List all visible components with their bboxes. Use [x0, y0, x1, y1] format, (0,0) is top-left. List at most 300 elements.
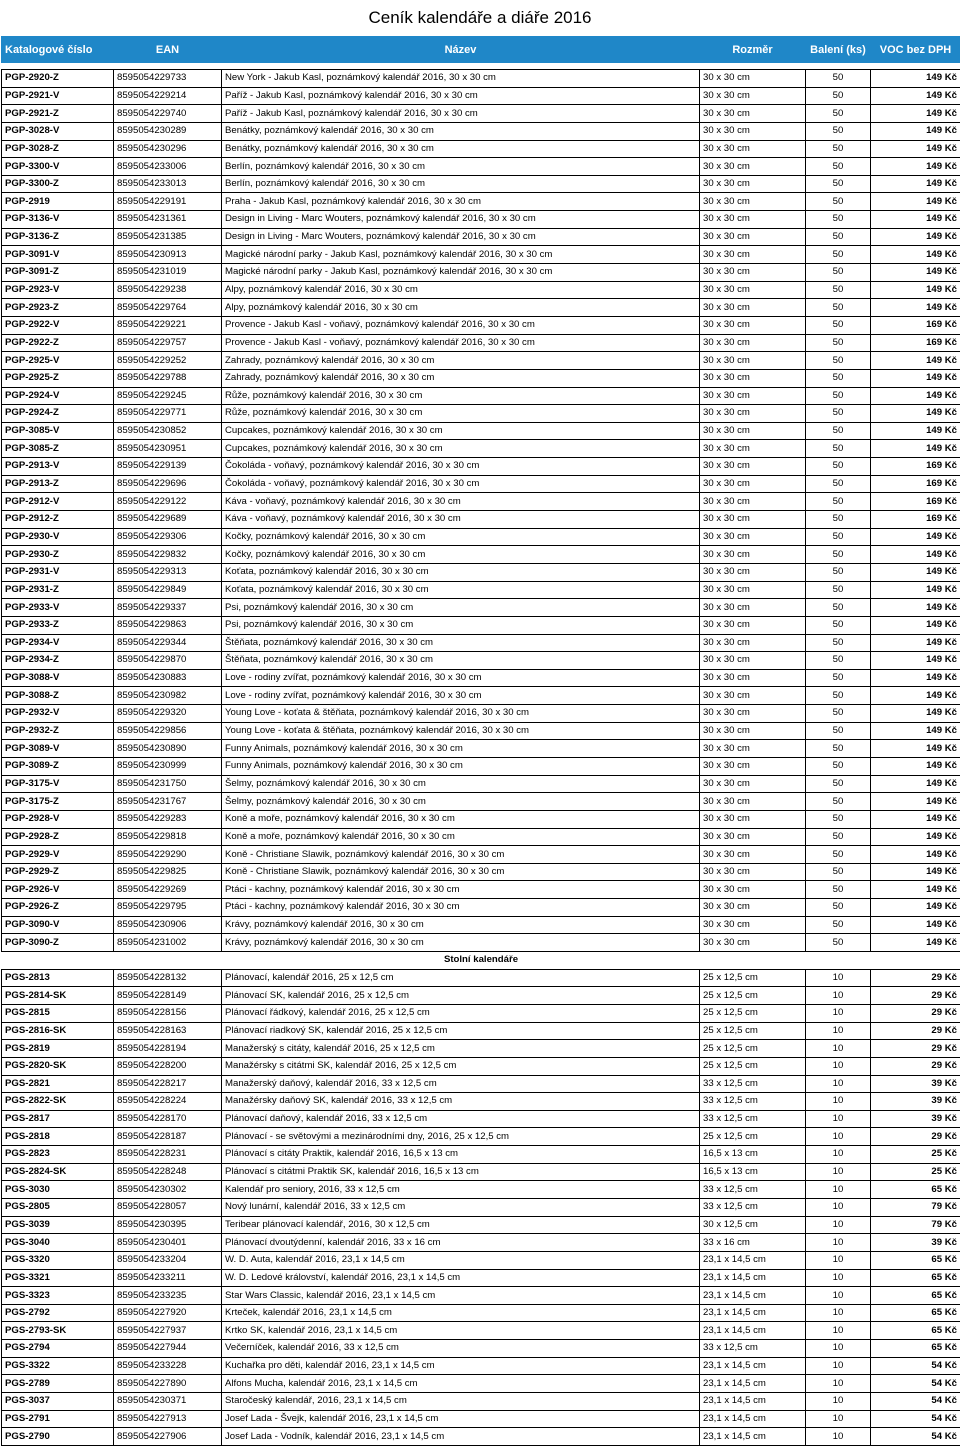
name-cell: Magické národní parky - Jakub Kasl, poznámkový kalendář 2016, 30 x 30 cm: [222, 264, 700, 282]
catalog-cell: PGP-2929-V: [2, 846, 114, 864]
table-row: [2, 1128, 960, 1146]
pack-cell: 50: [806, 705, 871, 723]
table-row: [2, 493, 960, 511]
name-cell: Ptáci - kachny, poznámkový kalendář 2016, 30 x 30 cm: [222, 899, 700, 917]
table-row: [2, 105, 960, 123]
size-cell: 33 x 12,5 cm: [700, 1075, 806, 1093]
pack-cell: 10: [806, 969, 871, 987]
catalog-cell: PGP-3089-Z: [2, 757, 114, 775]
pack-cell: 10: [806, 1304, 871, 1322]
col-header-ean: EAN: [114, 37, 222, 63]
ean-cell: 8595054230913: [114, 246, 222, 264]
table-row: [2, 1357, 960, 1375]
price-cell: 65 Kč: [871, 1269, 960, 1287]
price-cell: 29 Kč: [871, 1022, 960, 1040]
size-cell: 30 x 30 cm: [700, 475, 806, 493]
name-cell: Psi, poznámkový kalendář 2016, 30 x 30 cm: [222, 599, 700, 617]
catalog-cell: PGP-2933-V: [2, 599, 114, 617]
table-row: [2, 916, 960, 934]
price-cell: 149 Kč: [871, 757, 960, 775]
size-cell: 30 x 30 cm: [700, 264, 806, 282]
table-row: [2, 1093, 960, 1111]
table-row: [2, 899, 960, 917]
ean-cell: 8595054228170: [114, 1110, 222, 1128]
ean-cell: 8595054229849: [114, 581, 222, 599]
size-cell: 30 x 30 cm: [700, 705, 806, 723]
table-row: [2, 1410, 960, 1428]
pack-cell: 50: [806, 757, 871, 775]
ean-cell: 8595054230852: [114, 422, 222, 440]
price-cell: 149 Kč: [871, 264, 960, 282]
table-row: [2, 1163, 960, 1181]
price-cell: 149 Kč: [871, 440, 960, 458]
size-cell: 30 x 30 cm: [700, 493, 806, 511]
name-cell: Čokoláda - voňavý, poznámkový kalendář 2016, 30 x 30 cm: [222, 475, 700, 493]
ean-cell: 8595054229863: [114, 616, 222, 634]
table-row: [2, 405, 960, 423]
size-cell: 30 x 30 cm: [700, 440, 806, 458]
name-cell: Kalendář pro seniory, 2016, 33 x 12,5 cm: [222, 1181, 700, 1199]
size-cell: 33 x 12,5 cm: [700, 1181, 806, 1199]
name-cell: Plánovací daňový, kalendář 2016, 33 x 12,5 cm: [222, 1110, 700, 1128]
table-row: [2, 863, 960, 881]
price-cell: 149 Kč: [871, 158, 960, 176]
header-row: [2, 37, 960, 63]
pack-cell: 50: [806, 70, 871, 88]
name-cell: New York - Jakub Kasl, poznámkový kalendář 2016, 30 x 30 cm: [222, 70, 700, 88]
size-cell: 30 x 30 cm: [700, 652, 806, 670]
price-cell: 149 Kč: [871, 581, 960, 599]
size-cell: 30 x 30 cm: [700, 899, 806, 917]
table-row: [2, 158, 960, 176]
table-row: [2, 122, 960, 140]
catalog-cell: PGP-3088-V: [2, 669, 114, 687]
ean-cell: 8595054227920: [114, 1304, 222, 1322]
pack-cell: 50: [806, 581, 871, 599]
name-cell: Young Love - koťata & štěňata, poznámkový kalendář 2016, 30 x 30 cm: [222, 722, 700, 740]
ean-cell: 8595054229757: [114, 334, 222, 352]
price-cell: 149 Kč: [871, 87, 960, 105]
price-cell: 29 Kč: [871, 1057, 960, 1075]
name-cell: Koně - Christiane Slawik, poznámkový kalendář 2016, 30 x 30 cm: [222, 863, 700, 881]
table-row: [2, 1251, 960, 1269]
price-cell: 149 Kč: [871, 193, 960, 211]
catalog-cell: PGS-2818: [2, 1128, 114, 1146]
catalog-cell: PGP-3091-V: [2, 246, 114, 264]
table-row: [2, 246, 960, 264]
ean-cell: 8595054231019: [114, 264, 222, 282]
pack-cell: 10: [806, 1181, 871, 1199]
ean-cell: 8595054230302: [114, 1181, 222, 1199]
catalog-cell: PGS-2814-SK: [2, 987, 114, 1005]
pack-cell: 10: [806, 1216, 871, 1234]
table-row: [2, 1004, 960, 1022]
name-cell: Manažerský daňový, kalendář 2016, 33 x 12,5 cm: [222, 1075, 700, 1093]
catalog-cell: PGS-2823: [2, 1146, 114, 1164]
price-cell: 149 Kč: [871, 899, 960, 917]
price-cell: 169 Kč: [871, 475, 960, 493]
name-cell: Provence - Jakub Kasl - voňavý, poznámkový kalendář 2016, 30 x 30 cm: [222, 316, 700, 334]
price-cell: 149 Kč: [871, 934, 960, 952]
catalog-cell: PGP-2922-Z: [2, 334, 114, 352]
size-cell: 33 x 12,5 cm: [700, 1093, 806, 1111]
ean-cell: 8595054228156: [114, 1004, 222, 1022]
catalog-cell: PGS-2824-SK: [2, 1163, 114, 1181]
ean-cell: 8595054231767: [114, 793, 222, 811]
col-header-size: Rozměr: [700, 37, 806, 63]
catalog-cell: PGP-3091-Z: [2, 264, 114, 282]
catalog-cell: PGP-2920-Z: [2, 70, 114, 88]
name-cell: Love - rodiny zvířat, poznámkový kalendář 2016, 30 x 30 cm: [222, 687, 700, 705]
price-cell: 65 Kč: [871, 1340, 960, 1358]
name-cell: Berlín, poznámkový kalendář 2016, 30 x 30 cm: [222, 175, 700, 193]
pack-cell: 50: [806, 846, 871, 864]
ean-cell: 8595054229221: [114, 316, 222, 334]
size-cell: 30 x 30 cm: [700, 581, 806, 599]
name-cell: Kočky, poznámkový kalendář 2016, 30 x 30 cm: [222, 528, 700, 546]
name-cell: Alpy, poznámkový kalendář 2016, 30 x 30 cm: [222, 299, 700, 317]
size-cell: 30 x 30 cm: [700, 563, 806, 581]
price-cell: 169 Kč: [871, 458, 960, 476]
ean-cell: 8595054230883: [114, 669, 222, 687]
name-cell: Růže, poznámkový kalendář 2016, 30 x 30 cm: [222, 405, 700, 423]
size-cell: 30 x 30 cm: [700, 934, 806, 952]
pack-cell: 50: [806, 158, 871, 176]
size-cell: 30 x 30 cm: [700, 316, 806, 334]
pack-cell: 50: [806, 440, 871, 458]
ean-cell: 8595054229290: [114, 846, 222, 864]
price-cell: 149 Kč: [871, 140, 960, 158]
ean-cell: 8595054230890: [114, 740, 222, 758]
table-row: [2, 87, 960, 105]
price-cell: 149 Kč: [871, 528, 960, 546]
size-cell: 30 x 30 cm: [700, 387, 806, 405]
catalog-cell: PGP-2913-Z: [2, 475, 114, 493]
price-cell: 149 Kč: [871, 828, 960, 846]
price-cell: 149 Kč: [871, 810, 960, 828]
name-cell: Čokoláda - voňavý, poznámkový kalendář 2016, 30 x 30 cm: [222, 458, 700, 476]
ean-cell: 8595054228163: [114, 1022, 222, 1040]
ean-cell: 8595054230401: [114, 1234, 222, 1252]
name-cell: Love - rodiny zvířat, poznámkový kalendář 2016, 30 x 30 cm: [222, 669, 700, 687]
price-cell: 149 Kč: [871, 652, 960, 670]
ean-cell: 8595054229795: [114, 899, 222, 917]
catalog-cell: PGS-2815: [2, 1004, 114, 1022]
ean-cell: 8595054228132: [114, 969, 222, 987]
price-cell: 149 Kč: [871, 846, 960, 864]
size-cell: 30 x 30 cm: [700, 740, 806, 758]
size-cell: 30 x 30 cm: [700, 105, 806, 123]
table-row: [2, 140, 960, 158]
pack-cell: 50: [806, 793, 871, 811]
table-row: [2, 228, 960, 246]
name-cell: Koně a moře, poznámkový kalendář 2016, 30 x 30 cm: [222, 810, 700, 828]
pack-cell: 50: [806, 334, 871, 352]
size-cell: 16,5 x 13 cm: [700, 1146, 806, 1164]
table-row: [2, 987, 960, 1005]
pack-cell: 10: [806, 1251, 871, 1269]
catalog-cell: PGS-2816-SK: [2, 1022, 114, 1040]
size-cell: 23,1 x 14,5 cm: [700, 1393, 806, 1411]
price-cell: 39 Kč: [871, 1110, 960, 1128]
table-row: [2, 1199, 960, 1217]
pack-cell: 10: [806, 1357, 871, 1375]
table-row: [2, 440, 960, 458]
catalog-cell: PGP-3085-V: [2, 422, 114, 440]
size-cell: 25 x 12,5 cm: [700, 1057, 806, 1075]
name-cell: Josef Lada - Švejk, kalendář 2016, 23,1 x 14,5 cm: [222, 1410, 700, 1428]
table-row: [2, 1234, 960, 1252]
name-cell: Kuchařka pro děti, kalendář 2016, 23,1 x 14,5 cm: [222, 1357, 700, 1375]
size-cell: 30 x 30 cm: [700, 211, 806, 229]
name-cell: Paříž - Jakub Kasl, poznámkový kalendář 2016, 30 x 30 cm: [222, 105, 700, 123]
pack-cell: 10: [806, 1040, 871, 1058]
size-cell: 30 x 30 cm: [700, 846, 806, 864]
price-cell: 149 Kč: [871, 793, 960, 811]
price-cell: 25 Kč: [871, 1146, 960, 1164]
ean-cell: 8595054230395: [114, 1216, 222, 1234]
price-cell: 39 Kč: [871, 1234, 960, 1252]
pack-cell: 50: [806, 899, 871, 917]
price-cell: 149 Kč: [871, 387, 960, 405]
pack-cell: 50: [806, 352, 871, 370]
size-cell: 25 x 12,5 cm: [700, 987, 806, 1005]
name-cell: Alfons Mucha, kalendář 2016, 23,1 x 14,5 cm: [222, 1375, 700, 1393]
catalog-cell: PGS-2817: [2, 1110, 114, 1128]
catalog-cell: PGS-2819: [2, 1040, 114, 1058]
ean-cell: 8595054233204: [114, 1251, 222, 1269]
catalog-cell: PGS-2805: [2, 1199, 114, 1217]
price-cell: 149 Kč: [871, 616, 960, 634]
name-cell: Koně a moře, poznámkový kalendář 2016, 30 x 30 cm: [222, 828, 700, 846]
pack-cell: 50: [806, 175, 871, 193]
size-cell: 30 x 30 cm: [700, 175, 806, 193]
ean-cell: 8595054229696: [114, 475, 222, 493]
ean-cell: 8595054229320: [114, 705, 222, 723]
price-cell: 149 Kč: [871, 634, 960, 652]
pack-cell: 10: [806, 1199, 871, 1217]
size-cell: 30 x 30 cm: [700, 881, 806, 899]
table-row: [2, 70, 960, 88]
catalog-cell: PGS-3321: [2, 1269, 114, 1287]
catalog-cell: PGP-2922-V: [2, 316, 114, 334]
size-cell: 25 x 12,5 cm: [700, 1040, 806, 1058]
catalog-cell: PGP-2930-V: [2, 528, 114, 546]
size-cell: 30 x 30 cm: [700, 369, 806, 387]
pack-cell: 10: [806, 1234, 871, 1252]
ean-cell: 8595054233235: [114, 1287, 222, 1305]
price-cell: 65 Kč: [871, 1251, 960, 1269]
price-cell: 149 Kč: [871, 563, 960, 581]
name-cell: Benátky, poznámkový kalendář 2016, 30 x 30 cm: [222, 122, 700, 140]
ean-cell: 8595054227944: [114, 1340, 222, 1358]
catalog-cell: PGP-2934-V: [2, 634, 114, 652]
size-cell: 33 x 12,5 cm: [700, 1110, 806, 1128]
pack-cell: 10: [806, 1340, 871, 1358]
name-cell: Kočky, poznámkový kalendář 2016, 30 x 30 cm: [222, 546, 700, 564]
catalog-cell: PGP-2921-Z: [2, 105, 114, 123]
name-cell: Plánovací, kalendář 2016, 25 x 12,5 cm: [222, 969, 700, 987]
size-cell: 25 x 12,5 cm: [700, 969, 806, 987]
size-cell: 30 x 30 cm: [700, 916, 806, 934]
ean-cell: 8595054227937: [114, 1322, 222, 1340]
price-cell: 169 Kč: [871, 511, 960, 529]
name-cell: Plánovací dvoutýdenní, kalendář 2016, 33 x 16 cm: [222, 1234, 700, 1252]
price-cell: 149 Kč: [871, 740, 960, 758]
ean-cell: 8595054228200: [114, 1057, 222, 1075]
pack-cell: 50: [806, 316, 871, 334]
table-row: [2, 546, 960, 564]
size-cell: 30 x 30 cm: [700, 87, 806, 105]
table-row: [2, 211, 960, 229]
name-cell: Šelmy, poznámkový kalendář 2016, 30 x 30 cm: [222, 793, 700, 811]
size-cell: 30 x 30 cm: [700, 616, 806, 634]
ean-cell: 8595054229788: [114, 369, 222, 387]
size-cell: 25 x 12,5 cm: [700, 1004, 806, 1022]
catalog-cell: PGS-3320: [2, 1251, 114, 1269]
catalog-cell: PGS-2790: [2, 1428, 114, 1446]
pack-cell: 50: [806, 299, 871, 317]
price-cell: 29 Kč: [871, 969, 960, 987]
ean-cell: 8595054231361: [114, 211, 222, 229]
table-row: [2, 352, 960, 370]
catalog-cell: PGP-2932-Z: [2, 722, 114, 740]
price-cell: 149 Kč: [871, 405, 960, 423]
catalog-cell: PGS-3322: [2, 1357, 114, 1375]
table-row: [2, 511, 960, 529]
table-row: [2, 1216, 960, 1234]
pack-cell: 10: [806, 1093, 871, 1111]
pack-cell: 10: [806, 1269, 871, 1287]
ean-cell: 8595054229870: [114, 652, 222, 670]
catalog-cell: PGS-3037: [2, 1393, 114, 1411]
price-cell: 149 Kč: [871, 228, 960, 246]
table-row: [2, 1428, 960, 1446]
name-cell: Manažérsky s citátmi SK, kalendář 2016, 25 x 12,5 cm: [222, 1057, 700, 1075]
catalog-cell: PGP-2919: [2, 193, 114, 211]
pack-cell: 50: [806, 828, 871, 846]
table-row: [2, 1181, 960, 1199]
table-row: [2, 757, 960, 775]
name-cell: Design in Living - Marc Wouters, poznámkový kalendář 2016, 30 x 30 cm: [222, 228, 700, 246]
size-cell: 25 x 12,5 cm: [700, 1022, 806, 1040]
pack-cell: 50: [806, 881, 871, 899]
ean-cell: 8595054227913: [114, 1410, 222, 1428]
col-header-pack: Balení (ks): [806, 37, 871, 63]
ean-cell: 8595054228187: [114, 1128, 222, 1146]
price-cell: 54 Kč: [871, 1393, 960, 1411]
pack-cell: 50: [806, 369, 871, 387]
price-cell: 149 Kč: [871, 175, 960, 193]
ean-cell: 8595054228217: [114, 1075, 222, 1093]
name-cell: Alpy, poznámkový kalendář 2016, 30 x 30 cm: [222, 281, 700, 299]
size-cell: 30 x 30 cm: [700, 810, 806, 828]
pack-cell: 50: [806, 211, 871, 229]
name-cell: Šelmy, poznámkový kalendář 2016, 30 x 30 cm: [222, 775, 700, 793]
size-cell: 30 x 12,5 cm: [700, 1216, 806, 1234]
table-row: [2, 1057, 960, 1075]
pack-cell: 50: [806, 193, 871, 211]
ean-cell: 8595054233228: [114, 1357, 222, 1375]
pack-cell: 50: [806, 722, 871, 740]
pack-cell: 50: [806, 422, 871, 440]
name-cell: Koťata, poznámkový kalendář 2016, 30 x 30 cm: [222, 563, 700, 581]
price-cell: 65 Kč: [871, 1181, 960, 1199]
price-cell: 65 Kč: [871, 1287, 960, 1305]
ean-cell: 8595054229337: [114, 599, 222, 617]
name-cell: Plánovací s citáty Praktik, kalendář 2016, 16,5 x 13 cm: [222, 1146, 700, 1164]
catalog-cell: PGP-3300-V: [2, 158, 114, 176]
size-cell: 30 x 30 cm: [700, 122, 806, 140]
name-cell: Plánovací řádkový, kalendář 2016, 25 x 12,5 cm: [222, 1004, 700, 1022]
name-cell: Ptáci - kachny, poznámkový kalendář 2016, 30 x 30 cm: [222, 881, 700, 899]
price-cell: 149 Kč: [871, 599, 960, 617]
catalog-cell: PGP-3136-V: [2, 211, 114, 229]
catalog-cell: PGP-3300-Z: [2, 175, 114, 193]
catalog-cell: PGS-2813: [2, 969, 114, 987]
table-row: [2, 1022, 960, 1040]
table-row: [2, 1040, 960, 1058]
catalog-cell: PGP-2926-Z: [2, 899, 114, 917]
pack-cell: 10: [806, 1163, 871, 1181]
catalog-cell: PGP-3175-V: [2, 775, 114, 793]
catalog-cell: PGP-2931-V: [2, 563, 114, 581]
table-row: [2, 193, 960, 211]
name-cell: Teribear plánovací kalendář, 2016, 30 x 12,5 cm: [222, 1216, 700, 1234]
price-cell: 149 Kč: [871, 422, 960, 440]
name-cell: Nový lunární, kalendář 2016, 33 x 12,5 cm: [222, 1199, 700, 1217]
price-cell: 149 Kč: [871, 546, 960, 564]
size-cell: 23,1 x 14,5 cm: [700, 1287, 806, 1305]
size-cell: 30 x 30 cm: [700, 687, 806, 705]
table-row: [2, 334, 960, 352]
page-title: Ceník kalendáře a diáře 2016: [368, 8, 592, 27]
size-cell: 30 x 30 cm: [700, 70, 806, 88]
table-row: [2, 264, 960, 282]
table-row: [2, 1075, 960, 1093]
name-cell: Plánovací SK, kalendář 2016, 25 x 12,5 cm: [222, 987, 700, 1005]
pack-cell: 50: [806, 228, 871, 246]
pack-cell: 50: [806, 934, 871, 952]
ean-cell: 8595054227890: [114, 1375, 222, 1393]
price-cell: 54 Kč: [871, 1410, 960, 1428]
price-cell: 149 Kč: [871, 281, 960, 299]
table-row: [2, 705, 960, 723]
size-cell: 30 x 30 cm: [700, 334, 806, 352]
table-row: [2, 934, 960, 952]
price-cell: 169 Kč: [871, 334, 960, 352]
catalog-cell: PGP-2925-Z: [2, 369, 114, 387]
name-cell: Plánovací - se světovými a mezinárodními dny, 2016, 25 x 12,5 cm: [222, 1128, 700, 1146]
pack-cell: 10: [806, 1322, 871, 1340]
table-row: [2, 458, 960, 476]
name-cell: Berlín, poznámkový kalendář 2016, 30 x 30 cm: [222, 158, 700, 176]
price-cell: 39 Kč: [871, 1075, 960, 1093]
size-cell: 23,1 x 14,5 cm: [700, 1357, 806, 1375]
name-cell: Cupcakes, poznámkový kalendář 2016, 30 x 30 cm: [222, 440, 700, 458]
name-cell: Krtko SK, kalendář 2016, 23,1 x 14,5 cm: [222, 1322, 700, 1340]
ean-cell: 8595054229818: [114, 828, 222, 846]
price-cell: 65 Kč: [871, 1322, 960, 1340]
price-cell: 79 Kč: [871, 1216, 960, 1234]
pack-cell: 10: [806, 1110, 871, 1128]
pack-cell: 50: [806, 775, 871, 793]
size-cell: 30 x 30 cm: [700, 511, 806, 529]
col-header-price: VOC bez DPH: [871, 37, 960, 63]
catalog-cell: PGP-3090-V: [2, 916, 114, 934]
name-cell: Psi, poznámkový kalendář 2016, 30 x 30 cm: [222, 616, 700, 634]
size-cell: 30 x 30 cm: [700, 228, 806, 246]
